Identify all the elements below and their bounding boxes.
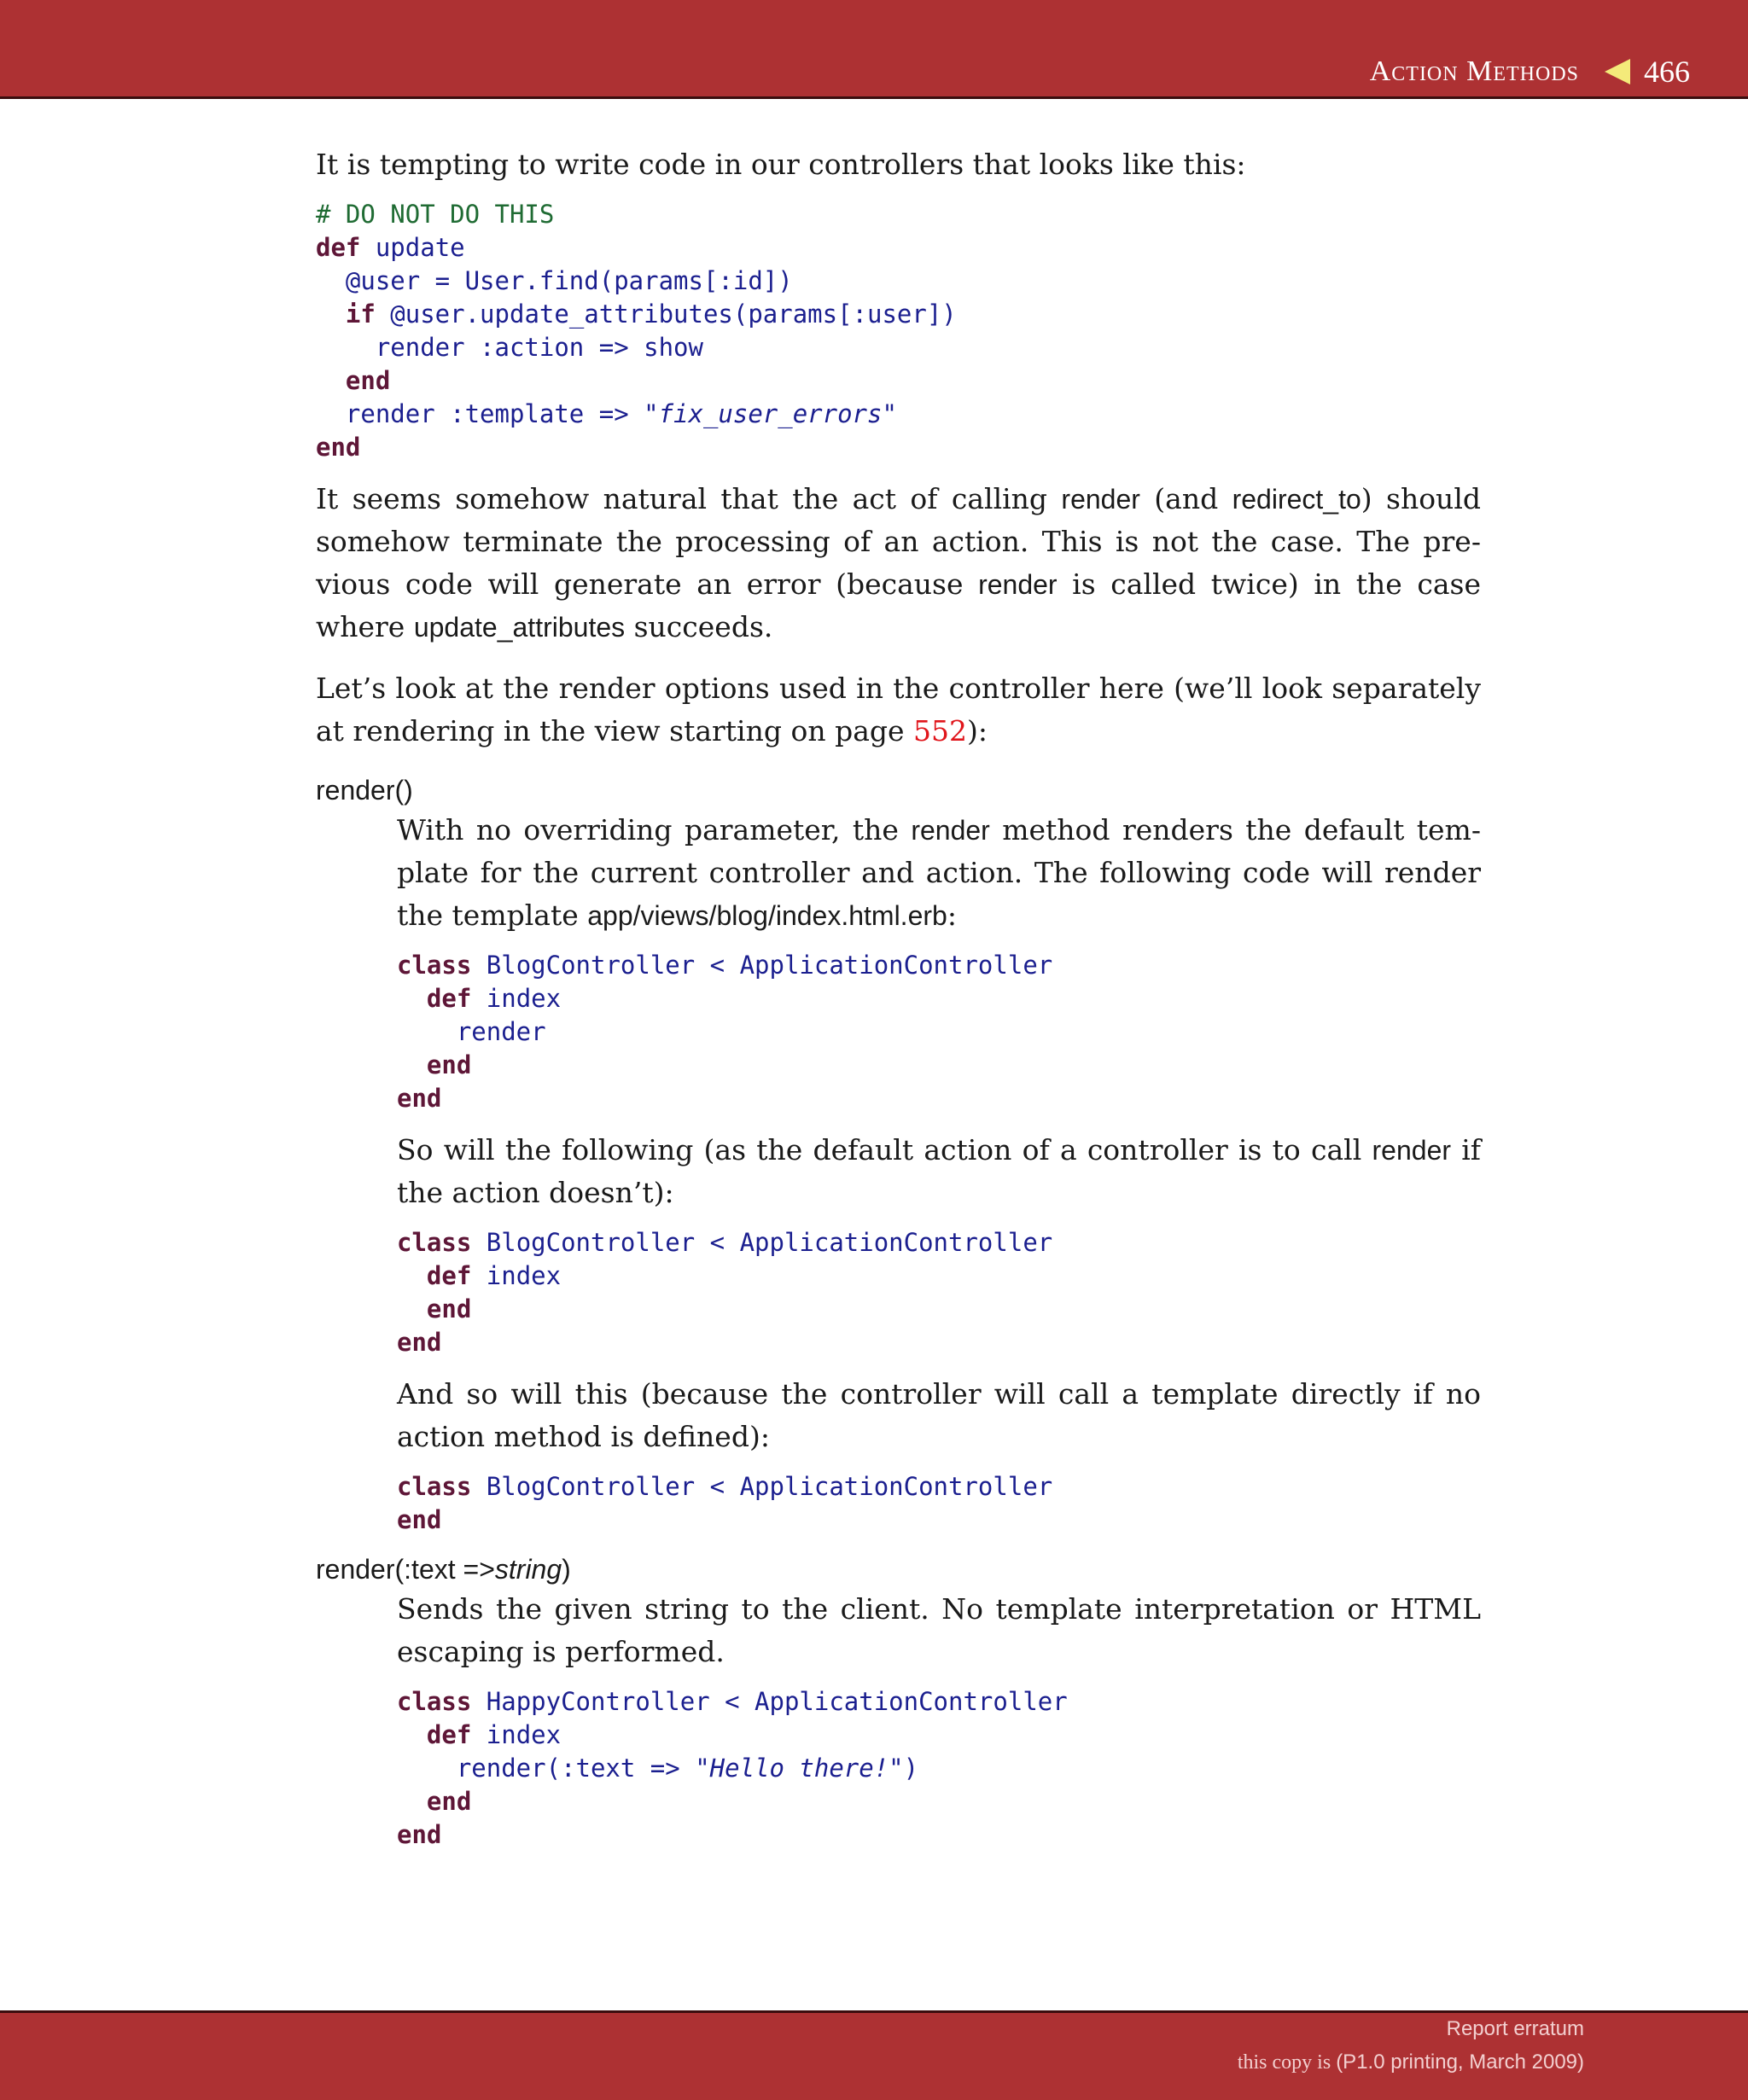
code-comment: # DO NOT DO THIS (316, 200, 555, 229)
page-content (316, 143, 1481, 1852)
paragraph-default-template: With no overriding parameter, the render method renders the default template for the current controller and action. The following code will render the template app/views/blog/index.html.erb: (397, 813, 1481, 932)
term-render-text: render(:text =>string) (316, 1554, 571, 1585)
report-erratum-link[interactable]: Report erratum (1446, 2017, 1584, 2040)
copy-info: this copy is (P1.0 printing, March 2009) (1237, 2051, 1584, 2074)
paragraph-render-terminate: It seems somehow natural that the act of calling render (and redirect_to) should somehow terminate the processing of an action. This is not the case. The previous code will generate an error (because render is called twice) in the case where update_attributes succeeds. (316, 482, 1481, 643)
code-block-blog-class-only: class BlogController < ApplicationController end (397, 1472, 1053, 1534)
term-render: render() (316, 775, 413, 806)
page-reference-link[interactable]: 552 (913, 714, 968, 748)
paragraph-no-action-method: And so will this (because the controller will call a template directly if no action method is defined): (397, 1377, 1481, 1453)
paragraph-intro: It is tempting to write code in our controllers that looks like this: (316, 148, 1246, 181)
definition-render-text (397, 1588, 1481, 1852)
code-block-blog-render: class BlogController < ApplicationController def index render end end (397, 951, 1053, 1113)
paragraph-sends-string: Sends the given string to the client. No template interpretation or HTML escaping is performed. (397, 1592, 1481, 1668)
definition-render (397, 809, 1481, 1537)
paragraph-default-action: So will the following (as the default action of a controller is to call render if the action doesn’t): (397, 1133, 1482, 1209)
previous-page-arrow-icon[interactable] (1605, 59, 1630, 84)
running-header (1370, 53, 1690, 90)
section-title: Action Methods (1369, 55, 1579, 87)
code-block-happy: class HappyController < ApplicationController def index render(:text => "Hello there!") end end (397, 1687, 1068, 1849)
page-number: 466 (1644, 55, 1690, 89)
code-block-update: # DO NOT DO THIS def update @user = User.find(params[:id]) if @user.update_attributes(params[:user]) render :action => show end render :template => "fix_user_errors" end (316, 200, 957, 462)
paragraph-render-options: Let’s look at the render options used in the controller here (we’ll look separately at rendering in the view starting on page 552): (316, 672, 1481, 748)
code-block-blog-empty: class BlogController < ApplicationController def index end end (397, 1228, 1053, 1357)
